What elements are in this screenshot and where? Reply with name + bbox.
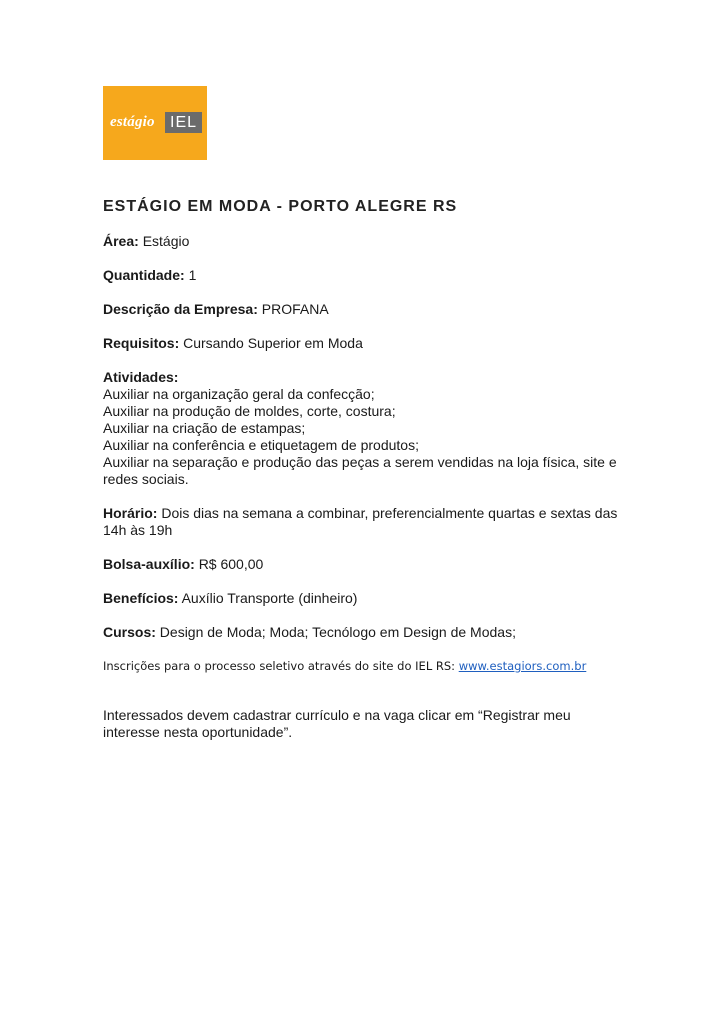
field-area-label: Área:	[103, 233, 139, 249]
field-quantidade-label: Quantidade:	[103, 267, 185, 283]
field-empresa-value: PROFANA	[261, 301, 329, 317]
field-horario-label: Horário:	[103, 505, 158, 521]
inscricoes-text: Inscrições para o processo seletivo através do site do IEL RS:	[103, 659, 459, 673]
list-item: Auxiliar na conferência e etiquetagem de produtos;	[103, 437, 419, 453]
field-atividades	[103, 369, 623, 488]
page-title: ESTÁGIO EM MODA - PORTO ALEGRE RS	[103, 198, 458, 215]
field-bolsa	[103, 556, 623, 573]
field-cursos	[103, 624, 623, 641]
field-requisitos	[103, 335, 623, 352]
job-posting	[103, 198, 623, 758]
field-bolsa-value: R$ 600,00	[198, 556, 264, 572]
list-item: Auxiliar na organização geral da confecção;	[103, 386, 375, 402]
field-requisitos-value: Cursando Superior em Moda	[183, 335, 363, 351]
field-requisitos-label: Requisitos:	[103, 335, 180, 351]
field-atividades-label: Atividades:	[103, 369, 179, 385]
field-area-value: Estágio	[142, 233, 190, 249]
footer-instructions: Interessados devem cadastrar currículo e na vaga clicar em “Registrar meu interesse nesta oportunidade”.	[103, 707, 571, 740]
field-quantidade-value: 1	[188, 267, 197, 283]
list-item: Auxiliar na produção de moldes, corte, costura;	[103, 403, 396, 419]
list-item: Auxiliar na criação de estampas;	[103, 420, 306, 436]
field-cursos-label: Cursos:	[103, 624, 156, 640]
field-horario	[103, 505, 623, 539]
field-quantidade	[103, 267, 623, 284]
field-empresa	[103, 301, 623, 318]
logo-iel-box: IEL	[165, 112, 202, 133]
field-bolsa-label: Bolsa-auxílio:	[103, 556, 195, 572]
field-beneficios-label: Benefícios:	[103, 590, 179, 606]
field-cursos-value: Design de Moda; Moda; Tecnólogo em Design de Modas;	[159, 624, 516, 640]
field-beneficios-value: Auxílio Transporte (dinheiro)	[181, 590, 358, 606]
estagiors-link[interactable]: www.estagiors.com.br	[458, 659, 587, 673]
list-item: Auxiliar na separação e produção das peças a serem vendidas na loja física, site e redes sociais.	[103, 454, 617, 487]
estagio-iel-logo	[103, 86, 207, 160]
inscricoes-line	[103, 658, 623, 675]
field-horario-value: Dois dias na semana a combinar, preferencialmente quartas e sextas das 14h às 19h	[103, 505, 618, 538]
field-area	[103, 233, 623, 250]
logo-word: estágio	[110, 114, 155, 130]
field-empresa-label: Descrição da Empresa:	[103, 301, 258, 317]
field-beneficios	[103, 590, 623, 607]
